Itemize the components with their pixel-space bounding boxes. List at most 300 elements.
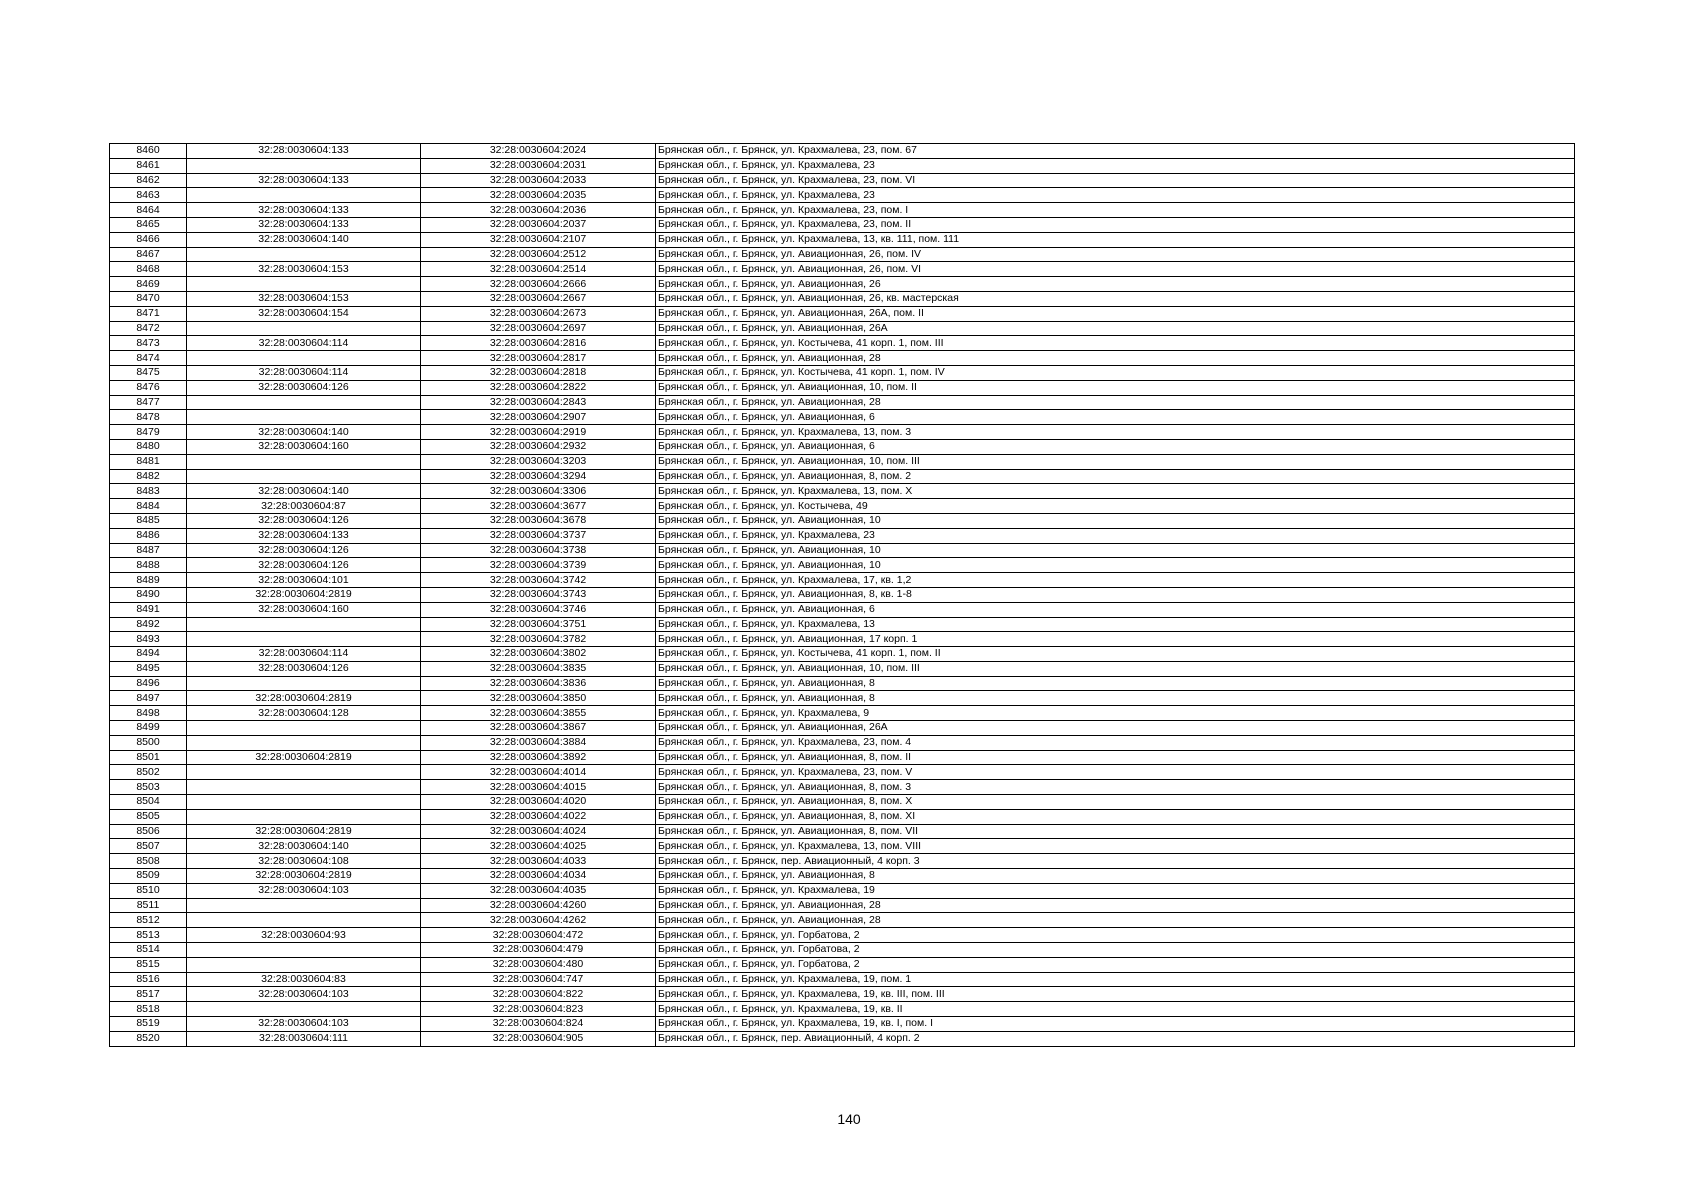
parent-cadastral-number-cell: 32:28:0030604:126	[187, 513, 421, 528]
table-row	[110, 306, 1575, 321]
parent-cadastral-number-cell	[187, 943, 421, 958]
row-number-cell: 8499	[110, 721, 187, 736]
cadastral-number-cell: 32:28:0030604:4015	[421, 780, 656, 795]
address-cell: Брянская обл., г. Брянск, ул. Авиационная, 6	[656, 602, 1575, 617]
address-cell: Брянская обл., г. Брянск, ул. Костычева, 41 корп. 1, пом. II	[656, 647, 1575, 662]
address-cell: Брянская обл., г. Брянск, ул. Крахмалева, 23	[656, 528, 1575, 543]
table-row	[110, 676, 1575, 691]
table-row	[110, 425, 1575, 440]
address-cell: Брянская обл., г. Брянск, ул. Авиационная, 10, пом. III	[656, 454, 1575, 469]
parent-cadastral-number-cell: 32:28:0030604:126	[187, 661, 421, 676]
row-number-cell: 8493	[110, 632, 187, 647]
cadastral-number-cell: 32:28:0030604:4024	[421, 824, 656, 839]
row-number-cell: 8480	[110, 439, 187, 454]
cadastral-number-cell: 32:28:0030604:3782	[421, 632, 656, 647]
parent-cadastral-number-cell	[187, 188, 421, 203]
address-cell: Брянская обл., г. Брянск, ул. Горбатова, 2	[656, 928, 1575, 943]
cadastral-number-cell: 32:28:0030604:2666	[421, 277, 656, 292]
table-row	[110, 395, 1575, 410]
parent-cadastral-number-cell	[187, 735, 421, 750]
cadastral-number-cell: 32:28:0030604:4022	[421, 809, 656, 824]
cadastral-number-cell: 32:28:0030604:3203	[421, 454, 656, 469]
cadastral-number-cell: 32:28:0030604:2037	[421, 217, 656, 232]
cadastral-number-cell: 32:28:0030604:2033	[421, 173, 656, 188]
cadastral-number-cell: 32:28:0030604:3294	[421, 469, 656, 484]
row-number-cell: 8494	[110, 647, 187, 662]
parent-cadastral-number-cell: 32:28:0030604:2819	[187, 691, 421, 706]
cadastral-number-cell: 32:28:0030604:3836	[421, 676, 656, 691]
parent-cadastral-number-cell	[187, 765, 421, 780]
address-cell: Брянская обл., г. Брянск, ул. Крахмалева, 19, кв. III, пом. III	[656, 987, 1575, 1002]
cadastral-number-cell: 32:28:0030604:2036	[421, 203, 656, 218]
cadastral-number-cell: 32:28:0030604:479	[421, 943, 656, 958]
parent-cadastral-number-cell: 32:28:0030604:126	[187, 558, 421, 573]
row-number-cell: 8507	[110, 839, 187, 854]
parent-cadastral-number-cell: 32:28:0030604:2819	[187, 587, 421, 602]
row-number-cell: 8520	[110, 1031, 187, 1046]
table-row	[110, 647, 1575, 662]
registry-table	[109, 143, 1575, 1047]
cadastral-number-cell: 32:28:0030604:2818	[421, 365, 656, 380]
table-row	[110, 765, 1575, 780]
parent-cadastral-number-cell: 32:28:0030604:133	[187, 173, 421, 188]
cadastral-number-cell: 32:28:0030604:3855	[421, 706, 656, 721]
row-number-cell: 8497	[110, 691, 187, 706]
row-number-cell: 8508	[110, 854, 187, 869]
cadastral-number-cell: 32:28:0030604:3742	[421, 573, 656, 588]
table-row	[110, 499, 1575, 514]
table-row	[110, 913, 1575, 928]
row-number-cell: 8478	[110, 410, 187, 425]
table-row	[110, 972, 1575, 987]
table-row	[110, 987, 1575, 1002]
cadastral-number-cell: 32:28:0030604:2512	[421, 247, 656, 262]
registry-table-body	[110, 144, 1575, 1047]
table-row	[110, 809, 1575, 824]
parent-cadastral-number-cell: 32:28:0030604:2819	[187, 750, 421, 765]
table-row	[110, 144, 1575, 159]
cadastral-number-cell: 32:28:0030604:2822	[421, 380, 656, 395]
address-cell: Брянская обл., г. Брянск, ул. Авиационная, 10	[656, 513, 1575, 528]
row-number-cell: 8495	[110, 661, 187, 676]
table-row	[110, 365, 1575, 380]
row-number-cell: 8465	[110, 217, 187, 232]
row-number-cell: 8513	[110, 928, 187, 943]
table-row	[110, 928, 1575, 943]
address-cell: Брянская обл., г. Брянск, ул. Авиационная, 6	[656, 439, 1575, 454]
table-row	[110, 277, 1575, 292]
row-number-cell: 8509	[110, 869, 187, 884]
row-number-cell: 8518	[110, 1002, 187, 1017]
table-row	[110, 247, 1575, 262]
cadastral-number-cell: 32:28:0030604:3892	[421, 750, 656, 765]
cadastral-number-cell: 32:28:0030604:3678	[421, 513, 656, 528]
row-number-cell: 8468	[110, 262, 187, 277]
row-number-cell: 8470	[110, 291, 187, 306]
row-number-cell: 8466	[110, 232, 187, 247]
cadastral-number-cell: 32:28:0030604:3867	[421, 721, 656, 736]
table-row	[110, 750, 1575, 765]
row-number-cell: 8489	[110, 573, 187, 588]
cadastral-number-cell: 32:28:0030604:4034	[421, 869, 656, 884]
cadastral-number-cell: 32:28:0030604:4260	[421, 898, 656, 913]
row-number-cell: 8473	[110, 336, 187, 351]
address-cell: Брянская обл., г. Брянск, ул. Авиационная, 26А	[656, 321, 1575, 336]
address-cell: Брянская обл., г. Брянск, ул. Авиационная, 8, пом. XI	[656, 809, 1575, 824]
table-row	[110, 484, 1575, 499]
parent-cadastral-number-cell	[187, 676, 421, 691]
table-row	[110, 721, 1575, 736]
cadastral-number-cell: 32:28:0030604:823	[421, 1002, 656, 1017]
parent-cadastral-number-cell	[187, 913, 421, 928]
parent-cadastral-number-cell	[187, 632, 421, 647]
address-cell: Брянская обл., г. Брянск, ул. Крахмалева, 17, кв. 1,2	[656, 573, 1575, 588]
row-number-cell: 8481	[110, 454, 187, 469]
table-row	[110, 632, 1575, 647]
cadastral-number-cell: 32:28:0030604:2514	[421, 262, 656, 277]
row-number-cell: 8492	[110, 617, 187, 632]
row-number-cell: 8464	[110, 203, 187, 218]
table-row	[110, 380, 1575, 395]
row-number-cell: 8488	[110, 558, 187, 573]
parent-cadastral-number-cell: 32:28:0030604:111	[187, 1031, 421, 1046]
parent-cadastral-number-cell	[187, 410, 421, 425]
cadastral-number-cell: 32:28:0030604:2031	[421, 158, 656, 173]
parent-cadastral-number-cell: 32:28:0030604:126	[187, 543, 421, 558]
cadastral-number-cell: 32:28:0030604:4035	[421, 883, 656, 898]
address-cell: Брянская обл., г. Брянск, ул. Авиационная, 26, пом. IV	[656, 247, 1575, 262]
row-number-cell: 8515	[110, 957, 187, 972]
cadastral-number-cell: 32:28:0030604:2035	[421, 188, 656, 203]
address-cell: Брянская обл., г. Брянск, ул. Крахмалева, 19, пом. 1	[656, 972, 1575, 987]
row-number-cell: 8504	[110, 795, 187, 810]
parent-cadastral-number-cell: 32:28:0030604:114	[187, 336, 421, 351]
parent-cadastral-number-cell	[187, 395, 421, 410]
row-number-cell: 8498	[110, 706, 187, 721]
row-number-cell: 8471	[110, 306, 187, 321]
parent-cadastral-number-cell	[187, 321, 421, 336]
cadastral-number-cell: 32:28:0030604:2817	[421, 351, 656, 366]
cadastral-number-cell: 32:28:0030604:2919	[421, 425, 656, 440]
address-cell: Брянская обл., г. Брянск, ул. Авиационная, 8, пом. 2	[656, 469, 1575, 484]
parent-cadastral-number-cell	[187, 780, 421, 795]
address-cell: Брянская обл., г. Брянск, ул. Крахмалева, 19, кв. II	[656, 1002, 1575, 1017]
address-cell: Брянская обл., г. Брянск, ул. Авиационная, 26А	[656, 721, 1575, 736]
table-row	[110, 780, 1575, 795]
cadastral-number-cell: 32:28:0030604:2673	[421, 306, 656, 321]
parent-cadastral-number-cell: 32:28:0030604:83	[187, 972, 421, 987]
row-number-cell: 8517	[110, 987, 187, 1002]
address-cell: Брянская обл., г. Брянск, ул. Горбатова, 2	[656, 957, 1575, 972]
address-cell: Брянская обл., г. Брянск, ул. Авиационная, 10, пом. III	[656, 661, 1575, 676]
address-cell: Брянская обл., г. Брянск, ул. Крахмалева, 23, пом. 4	[656, 735, 1575, 750]
parent-cadastral-number-cell: 32:28:0030604:114	[187, 365, 421, 380]
address-cell: Брянская обл., г. Брянск, пер. Авиационный, 4 корп. 3	[656, 854, 1575, 869]
table-row	[110, 203, 1575, 218]
table-row	[110, 321, 1575, 336]
row-number-cell: 8482	[110, 469, 187, 484]
table-row	[110, 735, 1575, 750]
address-cell: Брянская обл., г. Брянск, ул. Авиационная, 8, пом. VII	[656, 824, 1575, 839]
address-cell: Брянская обл., г. Брянск, ул. Крахмалева, 23, пом. II	[656, 217, 1575, 232]
address-cell: Брянская обл., г. Брянск, ул. Костычева, 41 корп. 1, пом. III	[656, 336, 1575, 351]
table-row	[110, 573, 1575, 588]
row-number-cell: 8485	[110, 513, 187, 528]
parent-cadastral-number-cell	[187, 277, 421, 292]
cadastral-number-cell: 32:28:0030604:3739	[421, 558, 656, 573]
cadastral-number-cell: 32:28:0030604:3746	[421, 602, 656, 617]
table-row	[110, 336, 1575, 351]
cadastral-number-cell: 32:28:0030604:4262	[421, 913, 656, 928]
address-cell: Брянская обл., г. Брянск, ул. Авиационная, 8, пом. 3	[656, 780, 1575, 795]
cadastral-number-cell: 32:28:0030604:2697	[421, 321, 656, 336]
parent-cadastral-number-cell: 32:28:0030604:133	[187, 217, 421, 232]
cadastral-number-cell: 32:28:0030604:2667	[421, 291, 656, 306]
row-number-cell: 8463	[110, 188, 187, 203]
parent-cadastral-number-cell: 32:28:0030604:133	[187, 528, 421, 543]
row-number-cell: 8472	[110, 321, 187, 336]
table-row	[110, 558, 1575, 573]
row-number-cell: 8500	[110, 735, 187, 750]
address-cell: Брянская обл., г. Брянск, ул. Крахмалева, 23	[656, 158, 1575, 173]
row-number-cell: 8483	[110, 484, 187, 499]
address-cell: Брянская обл., г. Брянск, ул. Крахмалева, 9	[656, 706, 1575, 721]
table-row	[110, 513, 1575, 528]
cadastral-number-cell: 32:28:0030604:4025	[421, 839, 656, 854]
address-cell: Брянская обл., г. Брянск, ул. Авиационная, 8	[656, 869, 1575, 884]
parent-cadastral-number-cell: 32:28:0030604:133	[187, 144, 421, 159]
parent-cadastral-number-cell: 32:28:0030604:126	[187, 380, 421, 395]
address-cell: Брянская обл., г. Брянск, ул. Крахмалева, 19	[656, 883, 1575, 898]
parent-cadastral-number-cell	[187, 617, 421, 632]
cadastral-number-cell: 32:28:0030604:3802	[421, 647, 656, 662]
parent-cadastral-number-cell: 32:28:0030604:140	[187, 839, 421, 854]
cadastral-number-cell: 32:28:0030604:3743	[421, 587, 656, 602]
address-cell: Брянская обл., г. Брянск, ул. Крахмалева, 23, пом. 67	[656, 144, 1575, 159]
parent-cadastral-number-cell	[187, 721, 421, 736]
cadastral-number-cell: 32:28:0030604:2907	[421, 410, 656, 425]
row-number-cell: 8514	[110, 943, 187, 958]
row-number-cell: 8501	[110, 750, 187, 765]
parent-cadastral-number-cell: 32:28:0030604:153	[187, 262, 421, 277]
row-number-cell: 8491	[110, 602, 187, 617]
address-cell: Брянская обл., г. Брянск, ул. Костычева, 49	[656, 499, 1575, 514]
table-row	[110, 351, 1575, 366]
address-cell: Брянская обл., г. Брянск, ул. Авиационная, 26	[656, 277, 1575, 292]
parent-cadastral-number-cell: 32:28:0030604:93	[187, 928, 421, 943]
cadastral-number-cell: 32:28:0030604:480	[421, 957, 656, 972]
parent-cadastral-number-cell	[187, 1002, 421, 1017]
cadastral-number-cell: 32:28:0030604:2843	[421, 395, 656, 410]
address-cell: Брянская обл., г. Брянск, ул. Авиационная, 6	[656, 410, 1575, 425]
address-cell: Брянская обл., г. Брянск, ул. Авиационная, 28	[656, 913, 1575, 928]
row-number-cell: 8467	[110, 247, 187, 262]
cadastral-number-cell: 32:28:0030604:4020	[421, 795, 656, 810]
row-number-cell: 8496	[110, 676, 187, 691]
parent-cadastral-number-cell	[187, 469, 421, 484]
address-cell: Брянская обл., г. Брянск, ул. Авиационная, 10	[656, 543, 1575, 558]
parent-cadastral-number-cell: 32:28:0030604:103	[187, 987, 421, 1002]
row-number-cell: 8502	[110, 765, 187, 780]
row-number-cell: 8512	[110, 913, 187, 928]
table-row	[110, 158, 1575, 173]
address-cell: Брянская обл., г. Брянск, ул. Крахмалева, 13, кв. 111, пом. 111	[656, 232, 1575, 247]
cadastral-number-cell: 32:28:0030604:4014	[421, 765, 656, 780]
parent-cadastral-number-cell: 32:28:0030604:160	[187, 439, 421, 454]
row-number-cell: 8519	[110, 1017, 187, 1032]
parent-cadastral-number-cell: 32:28:0030604:103	[187, 883, 421, 898]
parent-cadastral-number-cell: 32:28:0030604:87	[187, 499, 421, 514]
address-cell: Брянская обл., г. Брянск, ул. Крахмалева, 23	[656, 188, 1575, 203]
table-row	[110, 854, 1575, 869]
table-row	[110, 543, 1575, 558]
parent-cadastral-number-cell: 32:28:0030604:103	[187, 1017, 421, 1032]
row-number-cell: 8506	[110, 824, 187, 839]
parent-cadastral-number-cell: 32:28:0030604:160	[187, 602, 421, 617]
table-row	[110, 706, 1575, 721]
table-row	[110, 617, 1575, 632]
table-row	[110, 661, 1575, 676]
address-cell: Брянская обл., г. Брянск, ул. Авиационная, 26А, пом. II	[656, 306, 1575, 321]
table-row	[110, 188, 1575, 203]
address-cell: Брянская обл., г. Брянск, ул. Авиационная, 28	[656, 395, 1575, 410]
parent-cadastral-number-cell: 32:28:0030604:108	[187, 854, 421, 869]
parent-cadastral-number-cell	[187, 351, 421, 366]
row-number-cell: 8510	[110, 883, 187, 898]
cadastral-number-cell: 32:28:0030604:3737	[421, 528, 656, 543]
cadastral-number-cell: 32:28:0030604:4033	[421, 854, 656, 869]
row-number-cell: 8490	[110, 587, 187, 602]
table-row	[110, 883, 1575, 898]
cadastral-number-cell: 32:28:0030604:2107	[421, 232, 656, 247]
row-number-cell: 8461	[110, 158, 187, 173]
cadastral-number-cell: 32:28:0030604:3835	[421, 661, 656, 676]
table-row	[110, 795, 1575, 810]
address-cell: Брянская обл., г. Брянск, ул. Крахмалева, 19, кв. I, пом. I	[656, 1017, 1575, 1032]
cadastral-number-cell: 32:28:0030604:2024	[421, 144, 656, 159]
row-number-cell: 8486	[110, 528, 187, 543]
address-cell: Брянская обл., г. Брянск, ул. Авиационная, 8	[656, 691, 1575, 706]
parent-cadastral-number-cell: 32:28:0030604:140	[187, 425, 421, 440]
row-number-cell: 8503	[110, 780, 187, 795]
cadastral-number-cell: 32:28:0030604:824	[421, 1017, 656, 1032]
table-row	[110, 839, 1575, 854]
row-number-cell: 8475	[110, 365, 187, 380]
row-number-cell: 8479	[110, 425, 187, 440]
parent-cadastral-number-cell: 32:28:0030604:133	[187, 203, 421, 218]
parent-cadastral-number-cell	[187, 158, 421, 173]
table-row	[110, 454, 1575, 469]
parent-cadastral-number-cell	[187, 247, 421, 262]
table-row	[110, 439, 1575, 454]
address-cell: Брянская обл., г. Брянск, ул. Авиационная, 8	[656, 676, 1575, 691]
cadastral-number-cell: 32:28:0030604:3306	[421, 484, 656, 499]
parent-cadastral-number-cell: 32:28:0030604:140	[187, 232, 421, 247]
cadastral-number-cell: 32:28:0030604:472	[421, 928, 656, 943]
row-number-cell: 8487	[110, 543, 187, 558]
table-row	[110, 528, 1575, 543]
address-cell: Брянская обл., г. Брянск, ул. Авиационная, 17 корп. 1	[656, 632, 1575, 647]
parent-cadastral-number-cell: 32:28:0030604:153	[187, 291, 421, 306]
table-row	[110, 824, 1575, 839]
table-row	[110, 691, 1575, 706]
address-cell: Брянская обл., г. Брянск, ул. Крахмалева, 23, пом. VI	[656, 173, 1575, 188]
parent-cadastral-number-cell: 32:28:0030604:2819	[187, 869, 421, 884]
row-number-cell: 8476	[110, 380, 187, 395]
parent-cadastral-number-cell: 32:28:0030604:2819	[187, 824, 421, 839]
table-row	[110, 602, 1575, 617]
parent-cadastral-number-cell: 32:28:0030604:114	[187, 647, 421, 662]
table-row	[110, 291, 1575, 306]
table-row	[110, 869, 1575, 884]
row-number-cell: 8516	[110, 972, 187, 987]
parent-cadastral-number-cell	[187, 957, 421, 972]
row-number-cell: 8462	[110, 173, 187, 188]
row-number-cell: 8460	[110, 144, 187, 159]
cadastral-number-cell: 32:28:0030604:747	[421, 972, 656, 987]
cadastral-number-cell: 32:28:0030604:905	[421, 1031, 656, 1046]
row-number-cell: 8511	[110, 898, 187, 913]
address-cell: Брянская обл., г. Брянск, ул. Авиационная, 10, пом. II	[656, 380, 1575, 395]
parent-cadastral-number-cell	[187, 795, 421, 810]
cadastral-number-cell: 32:28:0030604:2932	[421, 439, 656, 454]
address-cell: Брянская обл., г. Брянск, ул. Крахмалева, 13, пом. X	[656, 484, 1575, 499]
address-cell: Брянская обл., г. Брянск, ул. Крахмалева, 23, пом. I	[656, 203, 1575, 218]
table-row	[110, 1002, 1575, 1017]
address-cell: Брянская обл., г. Брянск, ул. Авиационная, 8, кв. 1-8	[656, 587, 1575, 602]
parent-cadastral-number-cell	[187, 898, 421, 913]
table-row	[110, 262, 1575, 277]
address-cell: Брянская обл., г. Брянск, ул. Авиационная, 26, пом. VI	[656, 262, 1575, 277]
cadastral-number-cell: 32:28:0030604:3751	[421, 617, 656, 632]
address-cell: Брянская обл., г. Брянск, ул. Авиационная, 28	[656, 898, 1575, 913]
parent-cadastral-number-cell: 32:28:0030604:128	[187, 706, 421, 721]
address-cell: Брянская обл., г. Брянск, ул. Авиационная, 10	[656, 558, 1575, 573]
row-number-cell: 8484	[110, 499, 187, 514]
row-number-cell: 8469	[110, 277, 187, 292]
cadastral-number-cell: 32:28:0030604:3738	[421, 543, 656, 558]
address-cell: Брянская обл., г. Брянск, ул. Крахмалева, 13, пом. 3	[656, 425, 1575, 440]
cadastral-number-cell: 32:28:0030604:2816	[421, 336, 656, 351]
address-cell: Брянская обл., г. Брянск, ул. Авиационная, 8, пом. X	[656, 795, 1575, 810]
row-number-cell: 8477	[110, 395, 187, 410]
table-row	[110, 469, 1575, 484]
table-row	[110, 957, 1575, 972]
address-cell: Брянская обл., г. Брянск, ул. Авиационная, 28	[656, 351, 1575, 366]
page-number: 140	[837, 1111, 861, 1127]
parent-cadastral-number-cell	[187, 454, 421, 469]
table-row	[110, 232, 1575, 247]
table-row	[110, 173, 1575, 188]
parent-cadastral-number-cell: 32:28:0030604:154	[187, 306, 421, 321]
table-row	[110, 1017, 1575, 1032]
address-cell: Брянская обл., г. Брянск, ул. Авиационная, 26, кв. мастерская	[656, 291, 1575, 306]
address-cell: Брянская обл., г. Брянск, ул. Крахмалева, 13	[656, 617, 1575, 632]
row-number-cell: 8505	[110, 809, 187, 824]
table-row	[110, 943, 1575, 958]
cadastral-number-cell: 32:28:0030604:3850	[421, 691, 656, 706]
address-cell: Брянская обл., г. Брянск, ул. Костычева, 41 корп. 1, пом. IV	[656, 365, 1575, 380]
address-cell: Брянская обл., г. Брянск, ул. Авиационная, 8, пом. II	[656, 750, 1575, 765]
address-cell: Брянская обл., г. Брянск, пер. Авиационный, 4 корп. 2	[656, 1031, 1575, 1046]
table-row	[110, 410, 1575, 425]
address-cell: Брянская обл., г. Брянск, ул. Горбатова, 2	[656, 943, 1575, 958]
row-number-cell: 8474	[110, 351, 187, 366]
parent-cadastral-number-cell	[187, 809, 421, 824]
table-row	[110, 1031, 1575, 1046]
address-cell: Брянская обл., г. Брянск, ул. Крахмалева, 23, пом. V	[656, 765, 1575, 780]
table-row	[110, 587, 1575, 602]
